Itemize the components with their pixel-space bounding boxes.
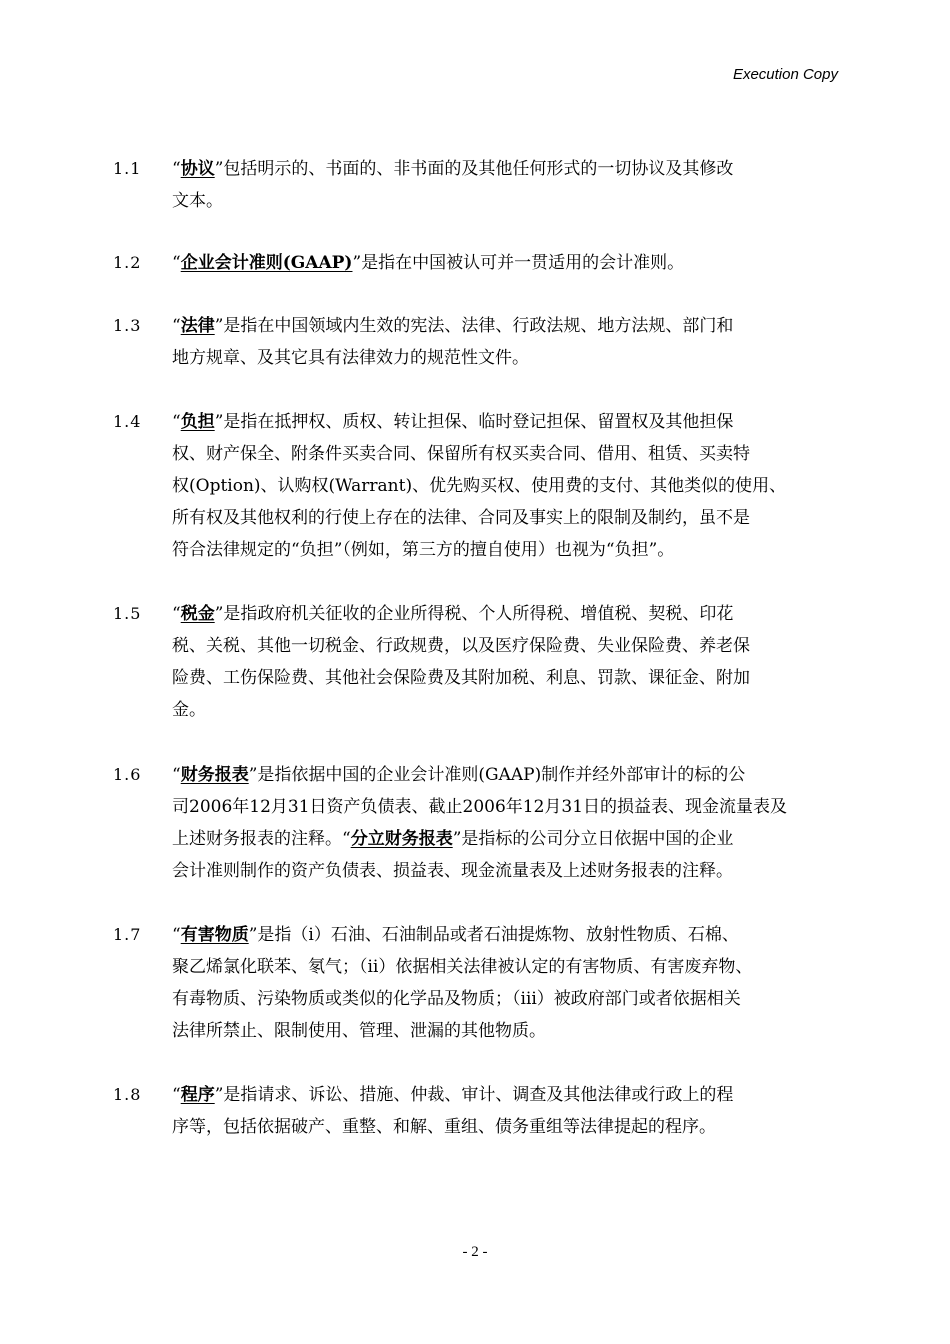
defined-term: 协议 xyxy=(180,159,215,179)
clause-number: 1.2 xyxy=(113,253,142,272)
clause-line: 聚乙烯氯化联苯、氡气；（ⅱ）依据相关法律被认定的有害物质、有害废弃物、 xyxy=(172,957,753,977)
clause-line: 地方规章、及其它具有法律效力的规范性文件。 xyxy=(172,348,529,368)
clause-1-5 xyxy=(113,598,845,726)
clause-number: 1.7 xyxy=(113,925,142,944)
clause-line: 有毒物质、污染物质或类似的化学品及物质；（ⅲ）被政府部门或者依据相关 xyxy=(172,989,741,1009)
clause-1-3 xyxy=(113,310,845,374)
clause-number: 1.3 xyxy=(113,316,142,335)
clause-number: 1.4 xyxy=(113,412,142,431)
clause-line: 符合法律规定的“负担”（例如，第三方的擅自使用）也视为“负担”。 xyxy=(172,540,675,560)
clause-text xyxy=(172,406,845,566)
clause-line: 文本。 xyxy=(172,191,223,211)
clause-text xyxy=(172,153,845,217)
defined-term: 企业会计准则(GAAP) xyxy=(180,253,353,273)
clause-line: 所有权及其他权利的行使上存在的法律、合同及事实上的限制及制约，虽不是 xyxy=(172,508,750,528)
clause-line: “负担”是指在抵押权、质权、转让担保、临时登记担保、留置权及其他担保 xyxy=(172,412,734,432)
defined-term: 负担 xyxy=(180,412,215,432)
clause-line: “企业会计准则(GAAP)”是指在中国被认可并一贯适用的会计准则。 xyxy=(172,253,685,273)
clause-text xyxy=(172,247,845,279)
clause-line: 权、财产保全、附条件买卖合同、保留所有权买卖合同、借用、租赁、买卖特 xyxy=(172,444,750,464)
clause-line: “有害物质”是指（ⅰ）石油、石油制品或者石油提炼物、放射性物质、石棉、 xyxy=(172,925,739,945)
execution-copy-header: Execution Copy xyxy=(732,66,838,83)
defined-term: 有害物质 xyxy=(180,925,249,945)
clause-line: 法律所禁止、限制使用、管理、泄漏的其他物质。 xyxy=(172,1021,546,1041)
defined-term: 分立财务报表 xyxy=(350,829,453,849)
clause-line: 权(Option)、认购权(Warrant)、优先购买权、使用费的支付、其他类似的使用、 xyxy=(172,476,787,496)
clause-number: 1.5 xyxy=(113,604,142,623)
clause-line: 司2006年12月31日资产负债表、截止2006年12月31日的损益表、现金流量表及 xyxy=(172,797,788,817)
clause-1-7 xyxy=(113,919,845,1047)
clause-1-1 xyxy=(113,153,845,217)
clause-line: 上述财务报表的注释。“分立财务报表”是指标的公司分立日依据中国的企业 xyxy=(172,829,734,849)
clause-1-8 xyxy=(113,1079,845,1143)
clause-number: 1.6 xyxy=(113,765,142,784)
defined-term: 财务报表 xyxy=(180,765,249,785)
defined-term: 法律 xyxy=(180,316,215,336)
defined-term: 税金 xyxy=(180,604,215,624)
clause-line: “协议”包括明示的、书面的、非书面的及其他任何形式的一切协议及其修改 xyxy=(172,159,734,179)
clause-text xyxy=(172,310,845,374)
clause-line: 会计准则制作的资产负债表、损益表、现金流量表及上述财务报表的注释。 xyxy=(172,861,733,881)
clause-text xyxy=(172,919,845,1047)
clause-1-4 xyxy=(113,406,845,566)
clause-line: 金。 xyxy=(172,700,206,720)
clause-number: 1.1 xyxy=(113,159,142,178)
clause-line: 序等，包括依据破产、重整、和解、重组、债务重组等法律提起的程序。 xyxy=(172,1117,716,1137)
definitions-list xyxy=(113,153,845,1143)
clause-1-6 xyxy=(113,759,845,887)
clause-line: 险费、工伤保险费、其他社会保险费及其附加税、利息、罚款、课征金、附加 xyxy=(172,668,750,688)
clause-text xyxy=(172,759,845,887)
clause-line: “法律”是指在中国领域内生效的宪法、法律、行政法规、地方法规、部门和 xyxy=(172,316,734,336)
clause-line: 税、关税、其他一切税金、行政规费，以及医疗保险费、失业保险费、养老保 xyxy=(172,636,750,656)
clause-text xyxy=(172,1079,845,1143)
clause-number: 1.8 xyxy=(113,1085,142,1104)
clause-line: “程序”是指请求、诉讼、措施、仲裁、审计、调查及其他法律或行政上的程 xyxy=(172,1085,734,1105)
defined-term: 程序 xyxy=(180,1085,215,1105)
clause-text xyxy=(172,598,845,726)
page-number: - 2 - xyxy=(462,1244,488,1260)
clause-1-2 xyxy=(113,247,845,279)
clause-line: “财务报表”是指依据中国的企业会计准则(GAAP)制作并经外部审计的标的公 xyxy=(172,765,746,785)
clause-line: “税金”是指政府机关征收的企业所得税、个人所得税、增值税、契税、印花 xyxy=(172,604,734,624)
